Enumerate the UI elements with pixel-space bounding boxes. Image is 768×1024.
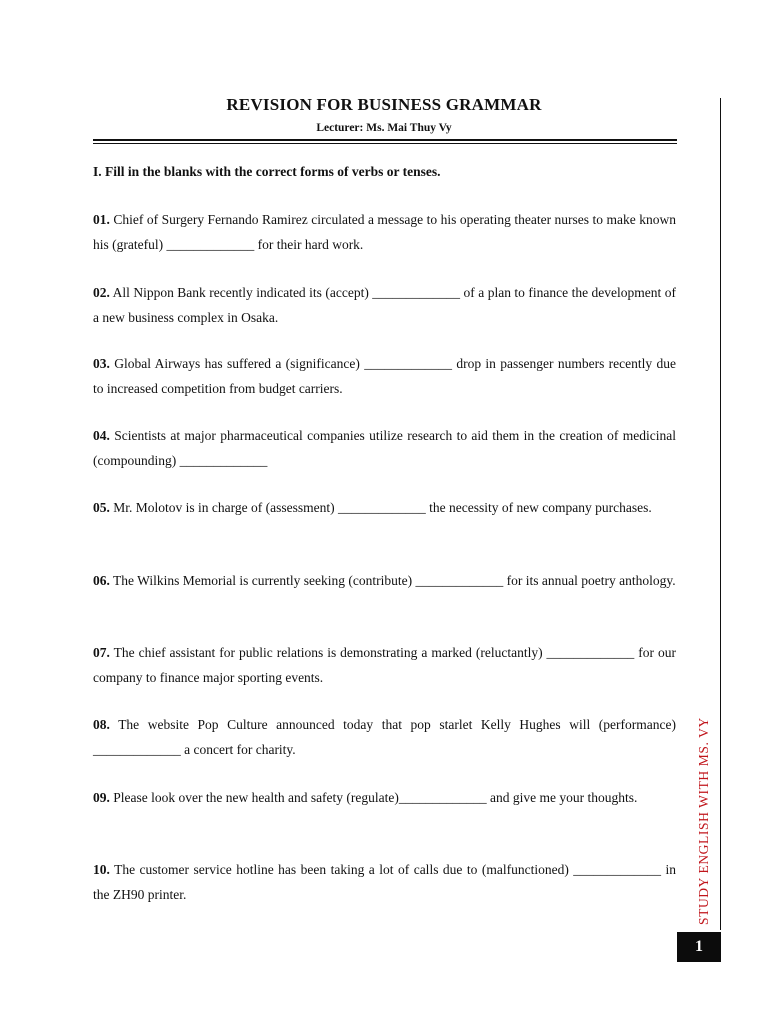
question-number: 08. — [93, 717, 110, 732]
page-number-badge — [677, 932, 721, 962]
question-10 — [93, 857, 676, 907]
question-07 — [93, 640, 676, 690]
question-02 — [93, 280, 676, 330]
question-text: The customer service hotline has been taking a lot of calls due to (malfunctioned) _____________ in the ZH90 printer. — [93, 862, 676, 902]
question-text: The Wilkins Memorial is currently seeking (contribute) _____________ for its annual poetry anthology. — [109, 573, 676, 588]
question-06 — [93, 568, 676, 593]
question-number: 02. — [93, 285, 110, 300]
question-text: The chief assistant for public relations is demonstrating a marked (reluctantly) _____________ for our company to finance major sporting events. — [93, 645, 676, 685]
question-05 — [93, 495, 676, 520]
question-09 — [93, 785, 676, 810]
question-number: 05. — [93, 500, 110, 515]
question-number: 01. — [93, 212, 110, 227]
question-text: The website Pop Culture announced today that pop starlet Kelly Hughes will (performance) _____________ a concert for charity. — [93, 717, 676, 757]
question-text: Chief of Surgery Fernando Ramirez circulated a message to his operating theater nurses to make known his (grateful) _____________ for their hard work. — [93, 212, 676, 252]
question-number: 06. — [93, 573, 110, 588]
lecturer-line: Lecturer: Ms. Mai Thuy Vy — [316, 122, 452, 134]
question-03 — [93, 351, 676, 401]
header-rule-thin — [93, 143, 677, 144]
question-text: Please look over the new health and safety (regulate)_____________ and give me your thoughts. — [109, 790, 638, 805]
question-number: 10. — [93, 862, 110, 877]
question-text: Mr. Molotov is in charge of (assessment) _____________ the necessity of new company purchases. — [109, 500, 652, 515]
question-04 — [93, 423, 676, 473]
question-text: Scientists at major pharmaceutical companies utilize research to aid them in the creation of medicinal (compounding) _____________ — [93, 428, 676, 468]
section-heading: I. Fill in the blanks with the correct forms of verbs or tenses. — [93, 164, 441, 179]
question-08 — [93, 712, 676, 762]
question-01 — [93, 207, 676, 257]
question-number: 03. — [93, 356, 110, 371]
question-number: 04. — [93, 428, 110, 443]
sidebar-caption: STUDY ENGLISH WITH MS. VY — [696, 717, 711, 925]
question-text: Global Airways has suffered a (significance) _____________ drop in passenger numbers recently due to increased competition from budget carriers. — [93, 356, 676, 396]
header-rule-thick — [93, 139, 677, 141]
question-number: 07. — [93, 645, 110, 660]
question-number: 09. — [93, 790, 110, 805]
page-number: 1 — [695, 938, 703, 955]
document-title: REVISION FOR BUSINESS GRAMMAR — [226, 95, 542, 114]
question-text: All Nippon Bank recently indicated its (accept) _____________ of a plan to finance the development of a new business complex in Osaka. — [93, 285, 676, 325]
sidebar-rule — [720, 98, 721, 930]
